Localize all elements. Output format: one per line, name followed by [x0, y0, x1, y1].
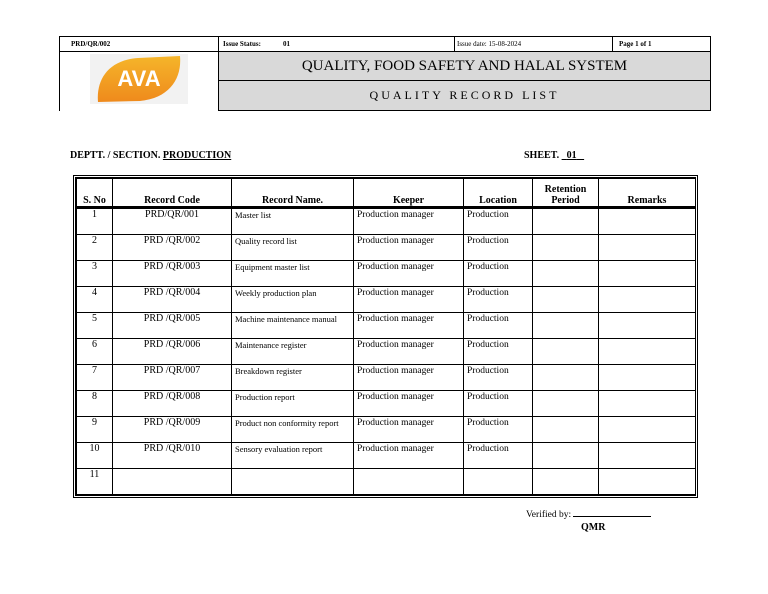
- table-row: [77, 261, 696, 287]
- cell-name: Weekly production plan: [232, 287, 354, 313]
- cell-name: Maintenance register: [232, 339, 354, 365]
- cell-name: Machine maintenance manual: [232, 313, 354, 339]
- document-header: [59, 36, 711, 111]
- table-row: [77, 313, 696, 339]
- table-row: [77, 417, 696, 443]
- cell-remarks: [599, 365, 696, 391]
- sheet-value: 01: [566, 150, 577, 161]
- table-row: [77, 391, 696, 417]
- cell-remarks: [599, 469, 696, 495]
- dept-label: DEPTT. / SECTION.: [70, 150, 161, 161]
- department-section: [70, 150, 231, 161]
- issue-status-value: 01: [282, 40, 290, 48]
- doc-code: PRD/QR/002: [60, 37, 219, 52]
- cell-code: PRD /QR/010: [113, 443, 232, 469]
- cell-keeper: Production manager: [354, 339, 464, 365]
- cell-retention: [533, 339, 599, 365]
- table-row: [77, 208, 696, 235]
- cell-name: Equipment master list: [232, 261, 354, 287]
- cell-sno: 10: [77, 443, 113, 469]
- table-row: [77, 287, 696, 313]
- cell-retention: [533, 391, 599, 417]
- cell-sno: 1: [77, 208, 113, 235]
- cell-retention: [533, 417, 599, 443]
- page-number: Page 1 of 1: [613, 37, 711, 52]
- cell-code: PRD /QR/004: [113, 287, 232, 313]
- cell-remarks: [599, 235, 696, 261]
- cell-location: Production: [464, 339, 533, 365]
- document-title: QUALITY, FOOD SAFETY AND HALAL SYSTEM: [219, 52, 711, 81]
- cell-remarks: [599, 313, 696, 339]
- cell-location: Production: [464, 443, 533, 469]
- cell-sno: 3: [77, 261, 113, 287]
- cell-code: [113, 469, 232, 495]
- col-location: Location: [464, 179, 533, 208]
- document-subtitle: QUALITY RECORD LIST: [219, 81, 711, 111]
- issue-date: Issue date: 15-08-2024: [455, 37, 613, 52]
- cell-name: Master list: [232, 208, 354, 235]
- table-header-row: [77, 179, 696, 208]
- col-retention: Retention Period: [533, 179, 599, 208]
- logo-text: AVA: [117, 65, 161, 91]
- cell-remarks: [599, 417, 696, 443]
- verified-by: [526, 510, 651, 520]
- cell-code: PRD /QR/002: [113, 235, 232, 261]
- cell-remarks: [599, 339, 696, 365]
- cell-name: Breakdown register: [232, 365, 354, 391]
- verified-label: Verified by:: [526, 510, 572, 520]
- logo-cell: [60, 52, 219, 111]
- ava-logo: [90, 54, 188, 104]
- col-record-name: Record Name.: [232, 179, 354, 208]
- col-sno: S. No: [77, 179, 113, 208]
- cell-retention: [533, 287, 599, 313]
- cell-keeper: Production manager: [354, 391, 464, 417]
- table-row: [77, 469, 696, 495]
- cell-keeper: Production manager: [354, 261, 464, 287]
- cell-keeper: Production manager: [354, 208, 464, 235]
- issue-status: [219, 37, 455, 52]
- col-keeper: Keeper: [354, 179, 464, 208]
- cell-code: PRD /QR/009: [113, 417, 232, 443]
- table-row: [77, 339, 696, 365]
- cell-location: Production: [464, 261, 533, 287]
- cell-sno: 11: [77, 469, 113, 495]
- cell-sno: 9: [77, 417, 113, 443]
- cell-location: Production: [464, 417, 533, 443]
- cell-location: Production: [464, 365, 533, 391]
- cell-code: PRD /QR/007: [113, 365, 232, 391]
- cell-name: [232, 469, 354, 495]
- cell-keeper: Production manager: [354, 235, 464, 261]
- cell-retention: [533, 235, 599, 261]
- cell-remarks: [599, 391, 696, 417]
- cell-location: Production: [464, 287, 533, 313]
- table-row: [77, 235, 696, 261]
- cell-sno: 5: [77, 313, 113, 339]
- cell-code: PRD /QR/005: [113, 313, 232, 339]
- cell-sno: 6: [77, 339, 113, 365]
- cell-location: Production: [464, 391, 533, 417]
- cell-location: Production: [464, 313, 533, 339]
- cell-remarks: [599, 208, 696, 235]
- cell-keeper: [354, 469, 464, 495]
- cell-location: Production: [464, 208, 533, 235]
- cell-name: Sensory evaluation report: [232, 443, 354, 469]
- cell-sno: 2: [77, 235, 113, 261]
- cell-retention: [533, 469, 599, 495]
- dept-value: PRODUCTION: [162, 150, 232, 161]
- cell-retention: [533, 261, 599, 287]
- cell-retention: [533, 208, 599, 235]
- table-row: [77, 365, 696, 391]
- cell-name: Product non conformity report: [232, 417, 354, 443]
- cell-keeper: Production manager: [354, 417, 464, 443]
- cell-code: PRD /QR/006: [113, 339, 232, 365]
- record-table: [76, 178, 696, 495]
- cell-sno: 7: [77, 365, 113, 391]
- signer-role: QMR: [581, 522, 606, 533]
- cell-keeper: Production manager: [354, 365, 464, 391]
- cell-name: Production report: [232, 391, 354, 417]
- cell-remarks: [599, 261, 696, 287]
- cell-location: [464, 469, 533, 495]
- table-row: [77, 443, 696, 469]
- signature-line: [573, 516, 651, 517]
- cell-code: PRD /QR/003: [113, 261, 232, 287]
- cell-code: PRD /QR/008: [113, 391, 232, 417]
- sheet-label: SHEET.: [524, 150, 560, 161]
- cell-code: PRD/QR/001: [113, 208, 232, 235]
- cell-retention: [533, 313, 599, 339]
- cell-keeper: Production manager: [354, 443, 464, 469]
- cell-keeper: Production manager: [354, 313, 464, 339]
- cell-location: Production: [464, 235, 533, 261]
- col-remarks: Remarks: [599, 179, 696, 208]
- cell-retention: [533, 443, 599, 469]
- record-table-frame: [73, 175, 698, 498]
- issue-status-label: Issue Status:: [223, 40, 261, 48]
- cell-remarks: [599, 287, 696, 313]
- cell-remarks: [599, 443, 696, 469]
- cell-name: Quality record list: [232, 235, 354, 261]
- col-record-code: Record Code: [113, 179, 232, 208]
- cell-sno: 8: [77, 391, 113, 417]
- cell-keeper: Production manager: [354, 287, 464, 313]
- sheet-number: [524, 150, 584, 161]
- cell-retention: [533, 365, 599, 391]
- cell-sno: 4: [77, 287, 113, 313]
